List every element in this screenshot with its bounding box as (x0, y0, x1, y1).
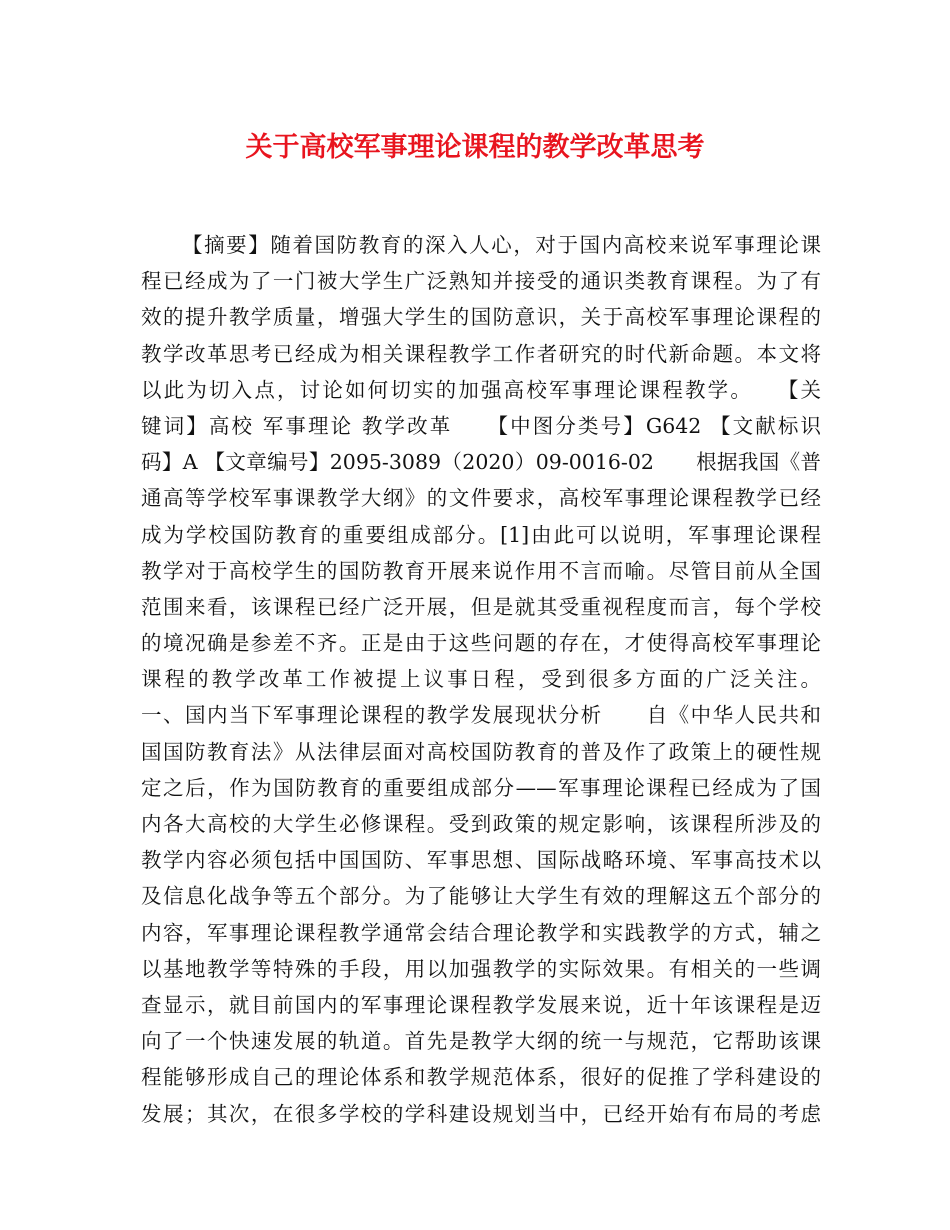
body-line: 内容，军事理论课程教学通常会结合理论教学和实践教学的方式，辅之 (141, 920, 821, 945)
body-line: 以此为切入点，讨论如何切实的加强高校军事理论课程教学。 【关 (141, 377, 821, 402)
body-line: 码】A 【文章编号】2095-3089（2020）09-0016-02 根据我国《普 (141, 450, 821, 475)
body-line: 向了一个快速发展的轨道。首先是教学大纲的统一与规范，它帮助该课 (141, 1029, 821, 1054)
body-line: 查显示，就目前国内的军事理论课程教学发展来说，近十年该课程是迈 (141, 992, 821, 1017)
body-line: 一、国内当下军事理论课程的教学发展现状分析 自《中华人民共和 (141, 703, 821, 728)
body-line: 程能够形成自己的理论体系和教学规范体系，很好的促推了学科建设的 (141, 1065, 821, 1090)
body-line: 通高等学校军事课教学大纲》的文件要求，高校军事理论课程教学已经 (141, 486, 821, 511)
body-line: 教学改革思考已经成为相关课程教学工作者研究的时代新命题。本文将 (141, 341, 821, 366)
body-line: 课程的教学改革工作被提上议事日程，受到很多方面的广泛关注。 (141, 667, 821, 692)
body-line: 范围来看，该课程已经广泛开展，但是就其受重视程度而言，每个学校 (141, 594, 821, 619)
body-line: 键词】高校 军事理论 教学改革 【中图分类号】G642 【文献标识 (141, 413, 821, 438)
body-line: 效的提升教学质量，增强大学生的国防意识，关于高校军事理论课程的 (141, 305, 821, 330)
body-line: 以基地教学等特殊的手段，用以加强教学的实际效果。有相关的一些调 (141, 956, 821, 981)
document-title: 关于高校军事理论课程的教学改革思考 (245, 132, 705, 163)
body-line: 程已经成为了一门被大学生广泛熟知并接受的通识类教育课程。为了有 (141, 269, 821, 294)
body-line: 发展；其次，在很多学校的学科建设规划当中，已经开始有布局的考虑 (141, 1101, 821, 1126)
body-line: 内各大高校的大学生必修课程。受到政策的规定影响，该课程所涉及的 (141, 812, 821, 836)
document-body (141, 227, 821, 1132)
body-line: 的境况确是参差不齐。正是由于这些问题的存在，才使得高校军事理论 (141, 631, 821, 656)
body-line: 教学对于高校学生的国防教育开展来说作用不言而喻。尽管目前从全国 (141, 558, 821, 583)
body-line: 教学内容必须包括中国国防、军事思想、国际战略环境、军事高技术以 (141, 848, 821, 873)
body-line: 成为学校国防教育的重要组成部分。[1]由此可以说明，军事理论课程 (141, 522, 821, 547)
body-line: 国国防教育法》从法律层面对高校国防教育的普及作了政策上的硬性规 (141, 739, 821, 764)
body-line: 定之后，作为国防教育的重要组成部分——军事理论课程已经成为了国 (141, 775, 821, 800)
body-line: 【摘要】随着国防教育的深入人心，对于国内高校来说军事理论课 (182, 233, 821, 257)
body-line: 及信息化战争等五个部分。为了能够让大学生有效的理解这五个部分的 (141, 884, 821, 909)
